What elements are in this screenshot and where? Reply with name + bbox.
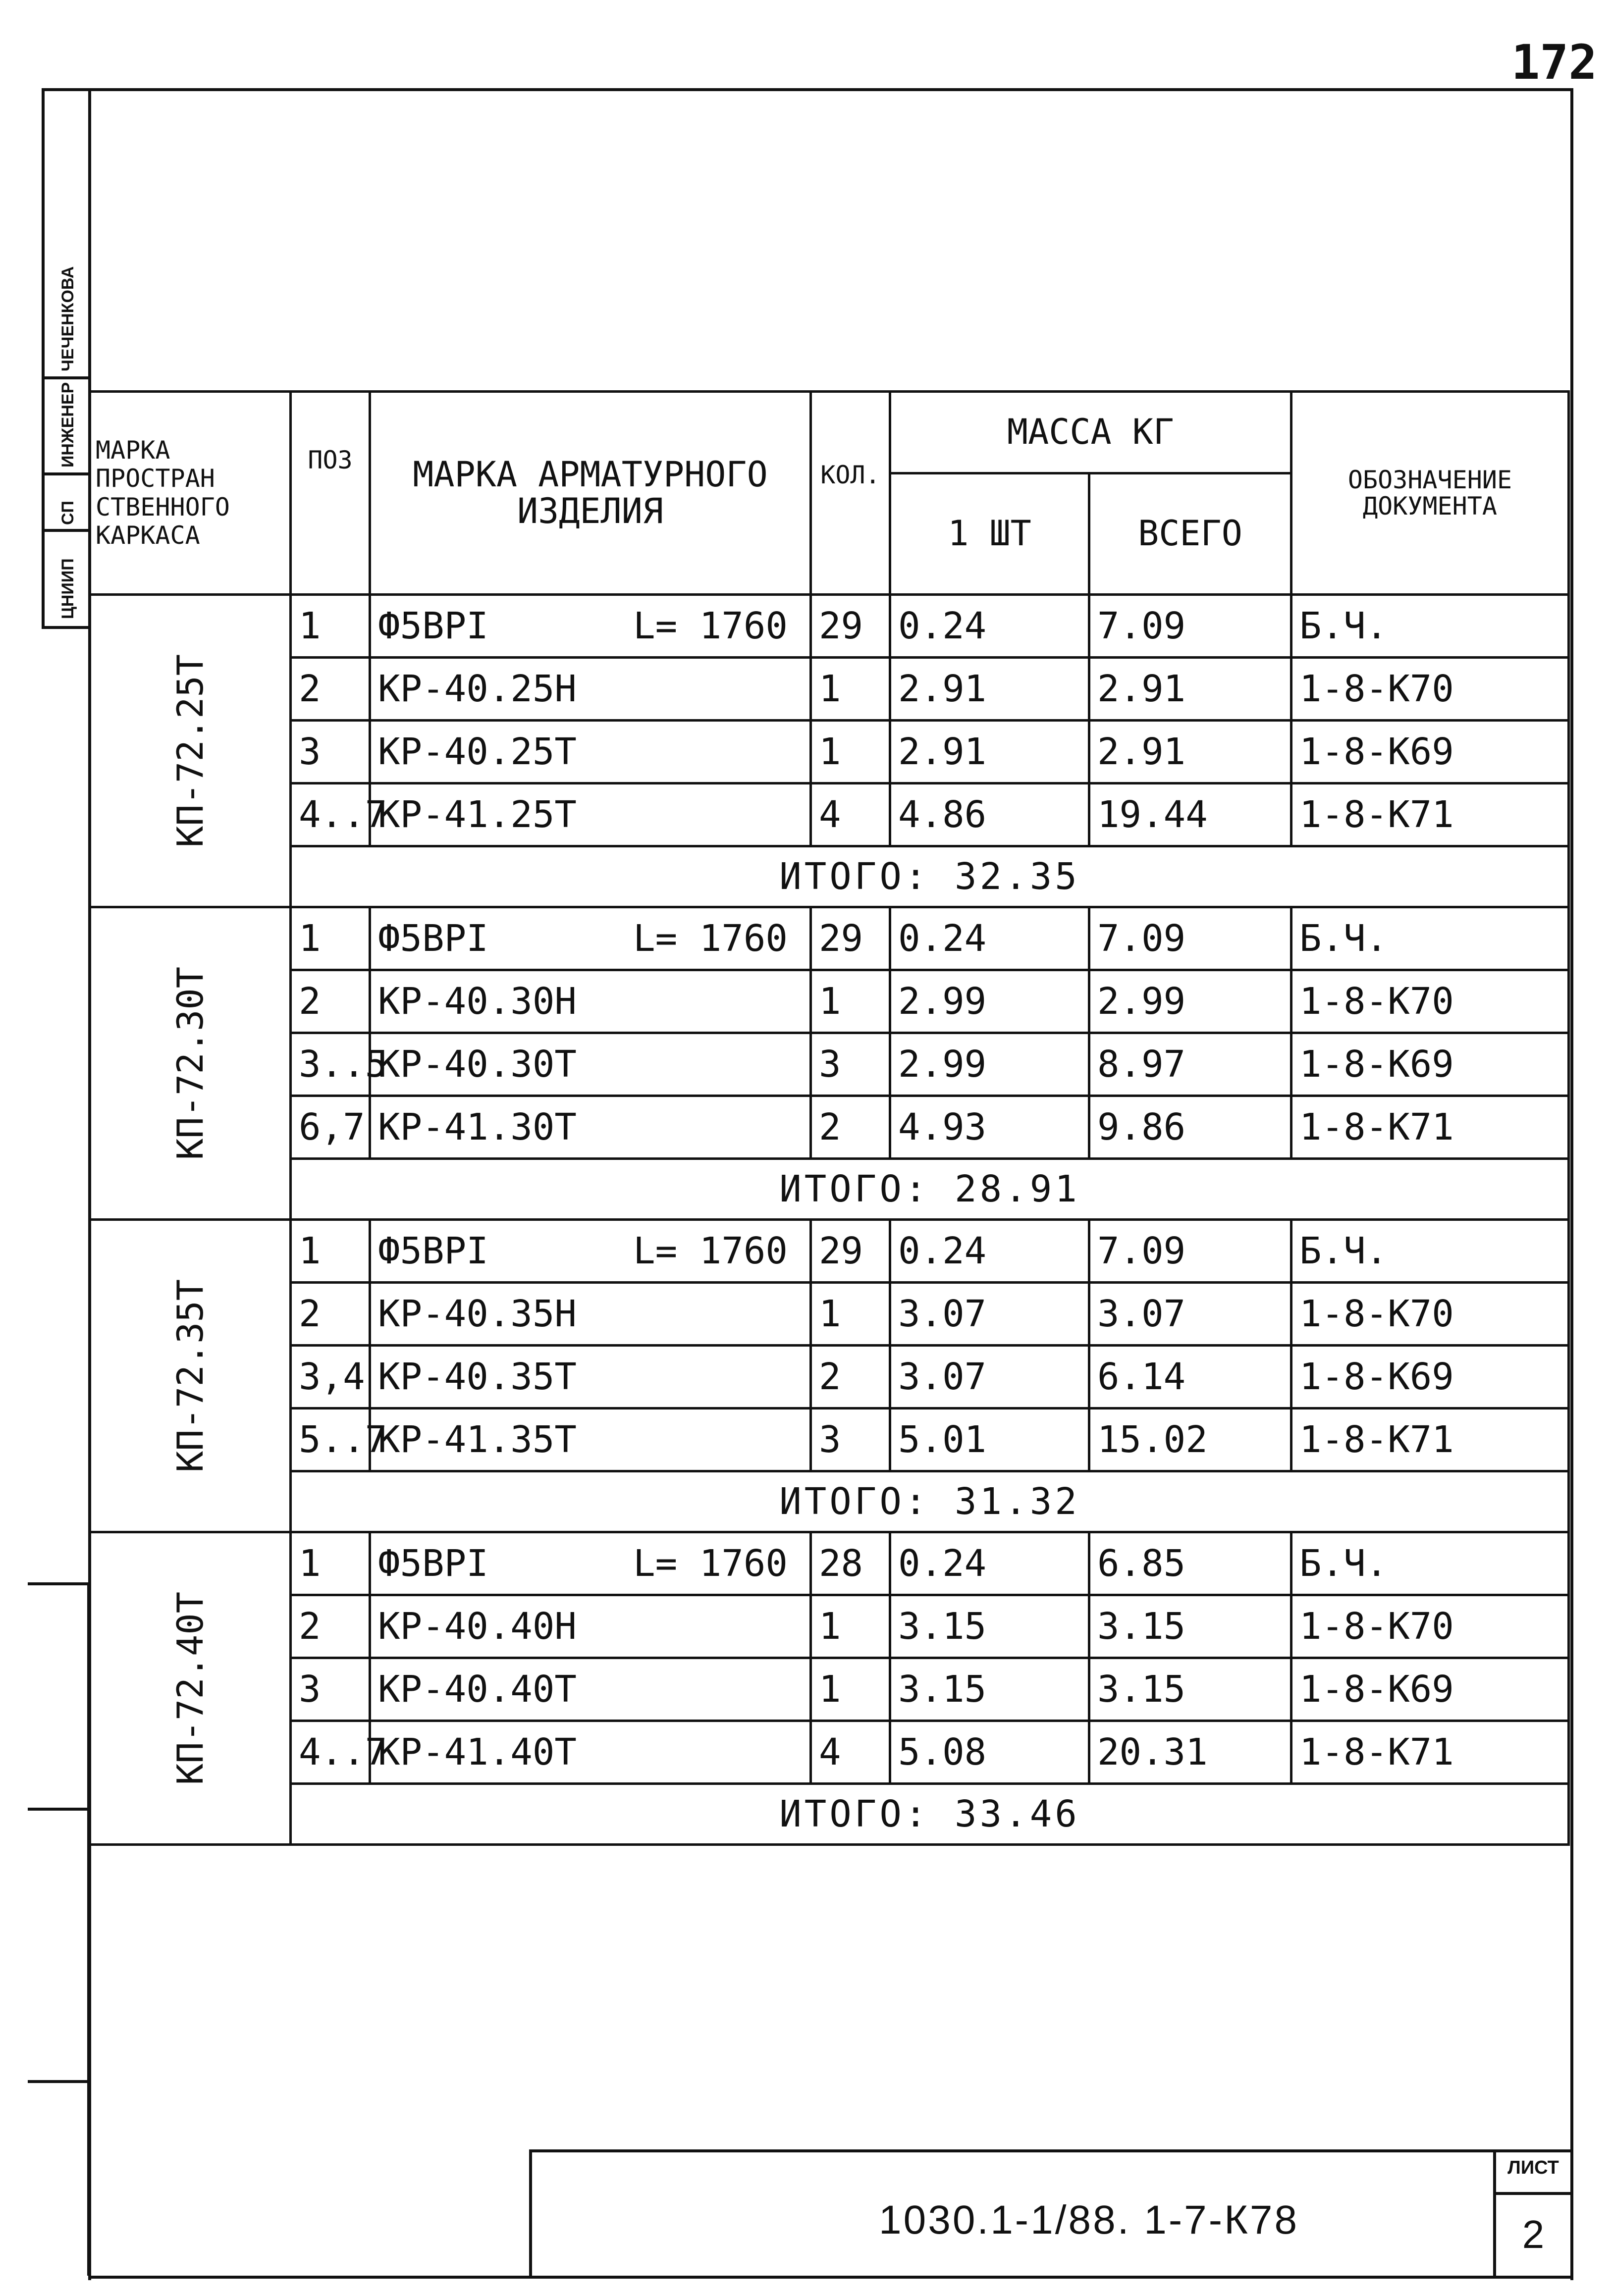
item-mark: КР-40.40Н	[378, 1605, 577, 1648]
mass-total-cell: 3.15	[1089, 1658, 1291, 1721]
side-stamp-label: ИНЖЕНЕР	[58, 382, 77, 468]
side-stamp-label: ЧЕЧЕНКОВА	[58, 266, 77, 371]
quantity-cell: 4	[811, 1721, 890, 1784]
quantity-cell: 1	[811, 970, 890, 1033]
position-cell: 3	[291, 721, 370, 783]
sheet-label: ЛИСТ	[1507, 2157, 1559, 2178]
item-mark: КР-40.30Н	[378, 980, 577, 1023]
document-code: 1030.1-1/88. 1-7-К78	[879, 2197, 1299, 2243]
item-mark: КР-40.25Н	[378, 668, 577, 710]
item-mark-cell	[370, 1346, 811, 1409]
quantity-cell: 1	[811, 658, 890, 721]
mass-total-cell: 6.85	[1089, 1532, 1291, 1595]
quantity-cell: 1	[811, 1595, 890, 1658]
table-row	[90, 721, 1569, 783]
mass-one-cell: 0.24	[890, 595, 1089, 658]
mass-one-cell: 4.86	[890, 783, 1089, 846]
mass-one-cell: 3.15	[890, 1658, 1089, 1721]
mass-one-cell: 0.24	[890, 907, 1089, 970]
position-cell: 1	[291, 1220, 370, 1283]
item-mark-cell	[370, 1595, 811, 1658]
frame-mark-cell	[90, 1220, 291, 1532]
item-mark-cell	[370, 1532, 811, 1595]
position-cell: 4..7	[291, 783, 370, 846]
header-pos: ПОЗ	[291, 392, 370, 595]
mass-one-cell: 4.93	[890, 1096, 1089, 1159]
frame-mark-cell	[90, 907, 291, 1220]
sheet-number: 172	[1511, 35, 1597, 90]
frame-mark: КП-72.35Т	[169, 1279, 211, 1473]
document-cell: 1-8-К71	[1291, 1409, 1569, 1471]
item-mark: КР-40.25Т	[378, 731, 577, 773]
mass-total-cell: 7.09	[1089, 1220, 1291, 1283]
document-cell: 1-8-К69	[1291, 721, 1569, 783]
position-cell: 6,7	[291, 1096, 370, 1159]
header-mass: МАССА КГ	[890, 392, 1291, 473]
table-row	[90, 595, 1569, 658]
side-stamp	[42, 88, 91, 629]
group-total-row	[90, 1159, 1569, 1220]
quantity-cell: 29	[811, 1220, 890, 1283]
table-row	[90, 658, 1569, 721]
binding-strip-divider	[28, 1582, 87, 1585]
mass-one-cell: 3.07	[890, 1283, 1089, 1346]
document-cell: 1-8-К70	[1291, 1595, 1569, 1658]
quantity-cell: 1	[811, 1283, 890, 1346]
group-total: ИТОГО: 32.35	[291, 846, 1569, 907]
item-mark-cell	[370, 658, 811, 721]
document-cell: 1-8-К70	[1291, 1283, 1569, 1346]
mass-total-cell: 7.09	[1089, 907, 1291, 970]
quantity-cell: 2	[811, 1346, 890, 1409]
document-cell: 1-8-К70	[1291, 658, 1569, 721]
item-length: L= 1760	[633, 1542, 788, 1585]
document-cell: Б.Ч.	[1291, 595, 1569, 658]
item-mark: КР-41.35Т	[378, 1418, 577, 1461]
binding-strip-divider	[28, 2080, 87, 2083]
mass-one-cell: 2.99	[890, 970, 1089, 1033]
table-row	[90, 1658, 1569, 1721]
table-row	[90, 1220, 1569, 1283]
item-mark-cell	[370, 1033, 811, 1096]
table-row	[90, 783, 1569, 846]
quantity-cell: 3	[811, 1033, 890, 1096]
mass-total-cell: 7.09	[1089, 595, 1291, 658]
position-cell: 3..5	[291, 1033, 370, 1096]
binding-strip-divider	[28, 1808, 87, 1811]
item-length: L= 1760	[633, 917, 788, 960]
mass-total-cell: 2.91	[1089, 721, 1291, 783]
sheet-box-divider	[1496, 2192, 1570, 2195]
item-mark: КР-40.30Т	[378, 1043, 577, 1086]
mass-one-cell: 3.07	[890, 1346, 1089, 1409]
table-row	[90, 1033, 1569, 1096]
mass-one-cell: 0.24	[890, 1532, 1089, 1595]
side-stamp-divider	[45, 472, 91, 475]
item-mark-cell	[370, 783, 811, 846]
document-cell: 1-8-К69	[1291, 1346, 1569, 1409]
mass-total-cell: 2.91	[1089, 658, 1291, 721]
sheet-box	[1493, 2152, 1570, 2279]
group-total: ИТОГО: 28.91	[291, 1159, 1569, 1220]
mass-total-cell: 15.02	[1089, 1409, 1291, 1471]
item-mark-cell	[370, 1409, 811, 1471]
item-mark-cell	[370, 721, 811, 783]
frame-mark: КП-72.30Т	[169, 966, 211, 1160]
document-cell: 1-8-К69	[1291, 1033, 1569, 1096]
document-cell: 1-8-К71	[1291, 783, 1569, 846]
item-mark-cell	[370, 1721, 811, 1784]
quantity-cell: 1	[811, 1658, 890, 1721]
table-body	[90, 595, 1569, 1845]
item-mark: Ф5ВРI	[378, 917, 488, 960]
mass-total-cell: 6.14	[1089, 1346, 1291, 1409]
mass-total-cell: 3.07	[1089, 1283, 1291, 1346]
frame-mark: КП-72.40Т	[169, 1591, 211, 1785]
quantity-cell: 29	[811, 595, 890, 658]
item-length: L= 1760	[633, 605, 788, 647]
position-cell: 2	[291, 970, 370, 1033]
mass-one-cell: 3.15	[890, 1595, 1089, 1658]
mass-one-cell: 5.01	[890, 1409, 1089, 1471]
position-cell: 4..7	[291, 1721, 370, 1784]
specification-table	[88, 390, 1570, 1846]
header-document: ОБОЗНАЧЕНИЕ ДОКУМЕНТА	[1291, 392, 1569, 595]
position-cell: 3,4	[291, 1346, 370, 1409]
table-row	[90, 1096, 1569, 1159]
item-length: L= 1760	[633, 1230, 788, 1272]
group-total-row	[90, 846, 1569, 907]
mass-total-cell: 8.97	[1089, 1033, 1291, 1096]
item-mark-cell	[370, 595, 811, 658]
position-cell: 1	[291, 907, 370, 970]
header-frame-mark: МАРКА ПРОСТРАН СТВЕННОГО КАРКАСА	[90, 392, 291, 595]
document-cell: 1-8-К69	[1291, 1658, 1569, 1721]
group-total: ИТОГО: 33.46	[291, 1784, 1569, 1845]
frame-mark-cell	[90, 595, 291, 907]
side-stamp-divider	[45, 376, 91, 379]
frame-mark-cell	[90, 1532, 291, 1845]
group-total-row	[90, 1471, 1569, 1532]
table-row	[90, 1532, 1569, 1595]
item-mark-cell	[370, 1283, 811, 1346]
position-cell: 1	[291, 595, 370, 658]
item-mark: КР-40.40Т	[378, 1668, 577, 1711]
item-mark: КР-41.40Т	[378, 1731, 577, 1774]
item-mark-cell	[370, 1096, 811, 1159]
header-qty: КОЛ.	[811, 392, 890, 595]
group-total-row	[90, 1784, 1569, 1845]
item-mark: КР-41.25Т	[378, 793, 577, 836]
table-row	[90, 1721, 1569, 1784]
table-row	[90, 1283, 1569, 1346]
quantity-cell: 1	[811, 721, 890, 783]
mass-total-cell: 3.15	[1089, 1595, 1291, 1658]
document-cell: 1-8-К70	[1291, 970, 1569, 1033]
mass-one-cell: 0.24	[890, 1220, 1089, 1283]
side-stamp-label: СП	[58, 501, 77, 525]
document-cell: 1-8-К71	[1291, 1096, 1569, 1159]
side-stamp-label: ЦНИИП	[58, 558, 77, 619]
position-cell: 1	[291, 1532, 370, 1595]
table-row	[90, 1346, 1569, 1409]
item-mark: КР-40.35Т	[378, 1356, 577, 1398]
header-mass-total: ВСЕГО	[1089, 473, 1291, 595]
mass-total-cell: 2.99	[1089, 970, 1291, 1033]
table-row	[90, 1595, 1569, 1658]
position-cell: 2	[291, 1595, 370, 1658]
binding-strip	[28, 1582, 90, 2276]
mass-total-cell: 19.44	[1089, 783, 1291, 846]
item-mark: Ф5ВРI	[378, 1542, 488, 1585]
item-mark: Ф5ВРI	[378, 1230, 488, 1272]
quantity-cell: 4	[811, 783, 890, 846]
item-mark: КР-41.30Т	[378, 1106, 577, 1148]
header-mass-one: 1 ШТ	[890, 473, 1089, 595]
document-cell: Б.Ч.	[1291, 907, 1569, 970]
table-header-row	[90, 392, 1569, 473]
item-mark: КР-40.35Н	[378, 1293, 577, 1335]
item-mark-cell	[370, 970, 811, 1033]
table-row	[90, 1409, 1569, 1471]
mass-one-cell: 5.08	[890, 1721, 1089, 1784]
item-mark-cell	[370, 1220, 811, 1283]
title-block	[529, 2149, 1570, 2279]
mass-one-cell: 2.91	[890, 721, 1089, 783]
item-mark-cell	[370, 1658, 811, 1721]
quantity-cell: 2	[811, 1096, 890, 1159]
side-stamp-divider	[45, 529, 91, 532]
document-cell: Б.Ч.	[1291, 1532, 1569, 1595]
item-mark-cell	[370, 907, 811, 970]
mass-total-cell: 9.86	[1089, 1096, 1291, 1159]
mass-one-cell: 2.99	[890, 1033, 1089, 1096]
position-cell: 2	[291, 658, 370, 721]
table-row	[90, 970, 1569, 1033]
item-mark: Ф5ВРI	[378, 605, 488, 647]
table-row	[90, 907, 1569, 970]
quantity-cell: 29	[811, 907, 890, 970]
position-cell: 2	[291, 1283, 370, 1346]
position-cell: 3	[291, 1658, 370, 1721]
mass-one-cell: 2.91	[890, 658, 1089, 721]
frame-mark: КП-72.25Т	[169, 654, 211, 848]
header-item-mark: МАРКА АРМАТУРНОГО ИЗДЕЛИЯ	[370, 392, 811, 595]
document-cell: 1-8-К71	[1291, 1721, 1569, 1784]
document-cell: Б.Ч.	[1291, 1220, 1569, 1283]
quantity-cell: 3	[811, 1409, 890, 1471]
mass-total-cell: 20.31	[1089, 1721, 1291, 1784]
quantity-cell: 28	[811, 1532, 890, 1595]
group-total: ИТОГО: 31.32	[291, 1471, 1569, 1532]
position-cell: 5..7	[291, 1409, 370, 1471]
sheet-value: 2	[1522, 2212, 1545, 2256]
